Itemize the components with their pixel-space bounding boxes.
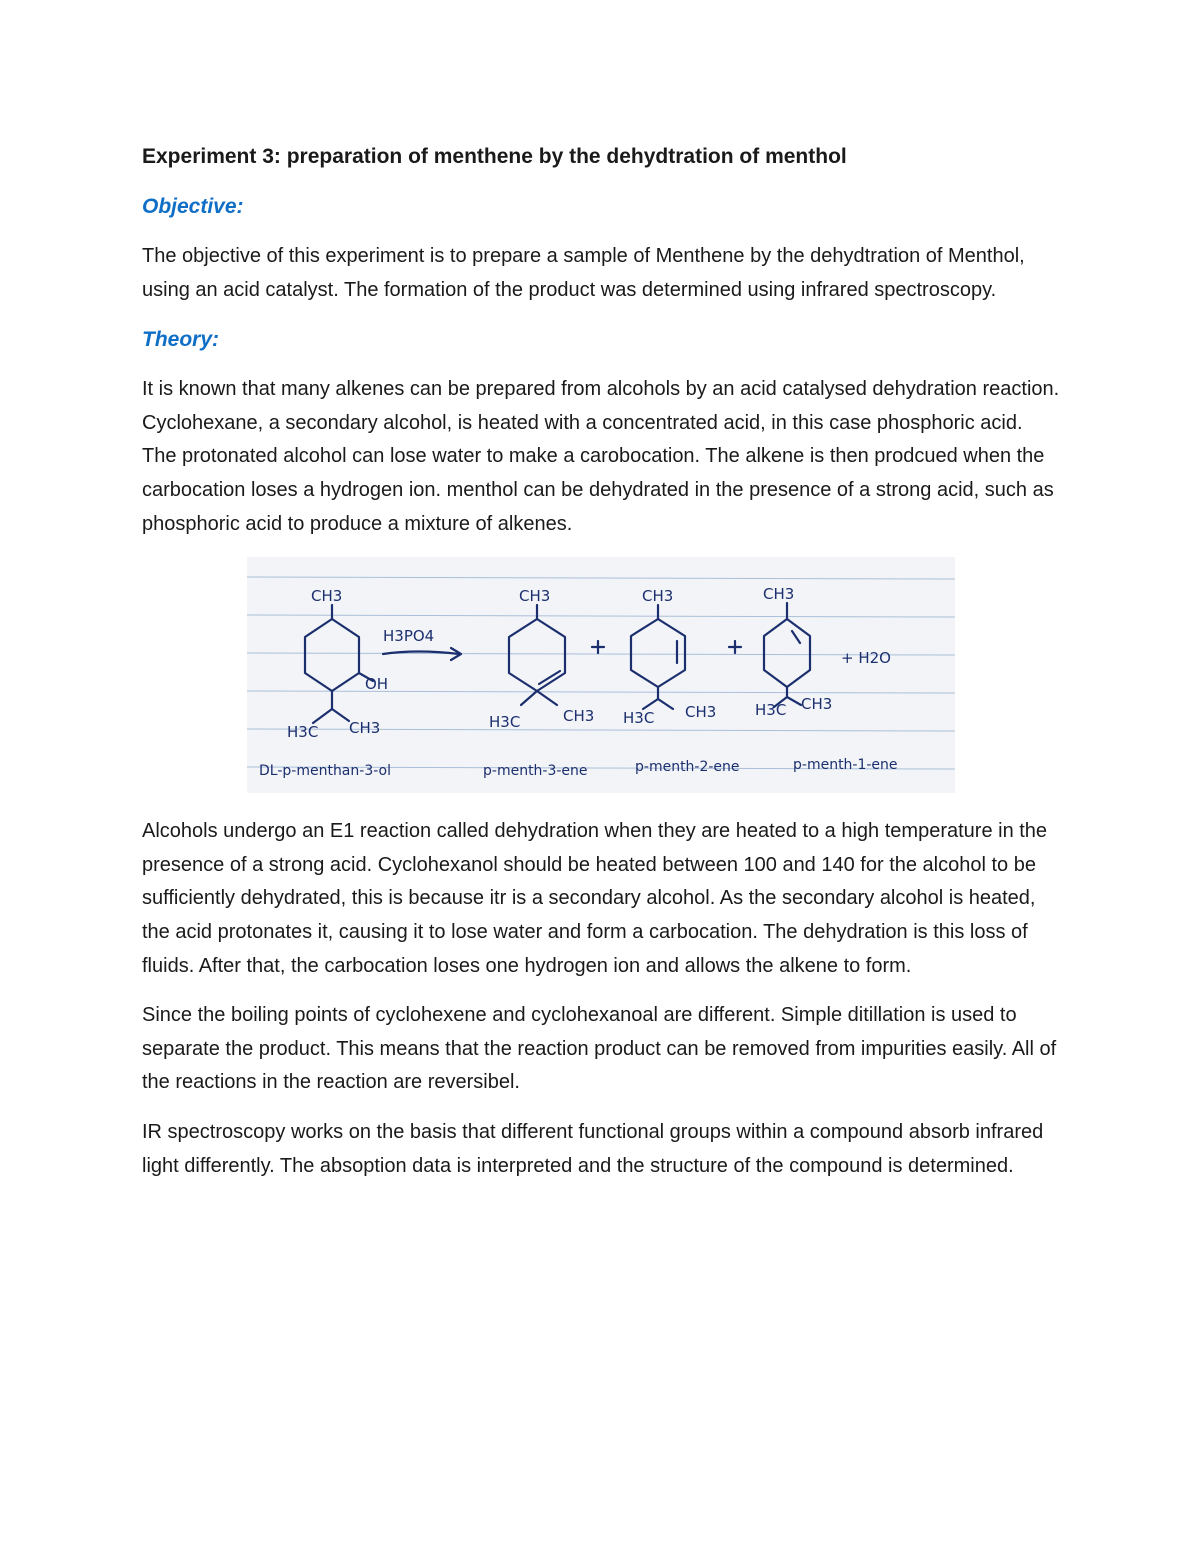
reagent-label: H3PO4 (383, 627, 435, 646)
objective-paragraph: The objective of this experiment is to prepare a sample of Menthene by the dehydtration of Menthol, using an acid catalyst. The formation of the product was determined using infrared spectroscopy. (142, 245, 1025, 301)
document-title: Experiment 3: preparation of menthene by the dehydtration of menthol (142, 145, 847, 168)
objective-heading: Objective: (142, 195, 244, 218)
ir-paragraph: IR spectroscopy works on the basis that different functional groups within a compound absorb infrared light differently. The absoption data is interpreted and the structure of the compound is determined. (142, 1120, 1044, 1177)
distillation-paragraph: Since the boiling points of cyclohexene and cyclohexanoal are different. Simple ditillation is used to separate the product. This means that the reaction product can be removed from impurities easily. All of the reactions in the reaction are reversibel. (142, 1004, 1057, 1094)
product-2-ch3-bottom-label: CH3 (685, 703, 717, 722)
product-3-h3c-label: H3C (755, 701, 787, 720)
product-1-ch3-label: CH3 (519, 587, 551, 606)
reaction-scheme-image (247, 557, 955, 793)
water-byproduct-label: + H2O (841, 649, 891, 668)
document-page (142, 140, 1062, 1199)
product-1-h3c-label: H3C (489, 713, 521, 732)
reaction-scheme-drawing (247, 557, 955, 793)
theory-paragraph: It is known that many alkenes can be prepared from alcohols by an acid catalysed dehydration reaction. Cyclohexane, a secondary alcohol, is heated with a concentrated acid, in this case phosphoric acid. The protonated alcohol can lose water to make a carobocation. The alkene is then prodcued when the carbocation loses a hydrogen ion. menthol can be dehydrated in the presence of a strong acid, such as phosphoric acid to produce a mixture of alkenes. (142, 378, 1060, 535)
menthol-ch3-bottom-label: CH3 (349, 719, 381, 738)
menthol-h3c-label: H3C (287, 723, 319, 742)
product-3-ch3-bottom-label: CH3 (801, 695, 833, 714)
product-1-ch3-bottom-label: CH3 (563, 707, 595, 726)
product-2-name: p-menth-2-ene (635, 759, 740, 776)
e1-paragraph: Alcohols undergo an E1 reaction called dehydration when they are heated to a high temperature in the presence of a strong acid. Cyclohexanol should be heated between 100 and 140 for the alcohol to be sufficiently dehydrated, this is because itr is a secondary alcohol. As the secondary alcohol is heated, the acid protonates it, causing it to lose water and form a carbocation. The dehydration is this loss of fluids. After that, the carbocation loses one hydrogen ion and allows the alkene to form. (142, 820, 1048, 977)
product-1-name: p-menth-3-ene (483, 763, 588, 780)
product-3-name: p-menth-1-ene (793, 757, 898, 774)
theory-heading: Theory: (142, 328, 220, 352)
menthol-oh-label: OH (365, 675, 389, 694)
product-3-ch3-label: CH3 (763, 585, 795, 604)
reactant-name: DL-p-menthan-3-ol (259, 763, 391, 780)
product-2-h3c-label: H3C (623, 709, 655, 728)
product-2-ch3-label: CH3 (642, 587, 674, 606)
menthol-ch3-label: CH3 (311, 587, 343, 606)
